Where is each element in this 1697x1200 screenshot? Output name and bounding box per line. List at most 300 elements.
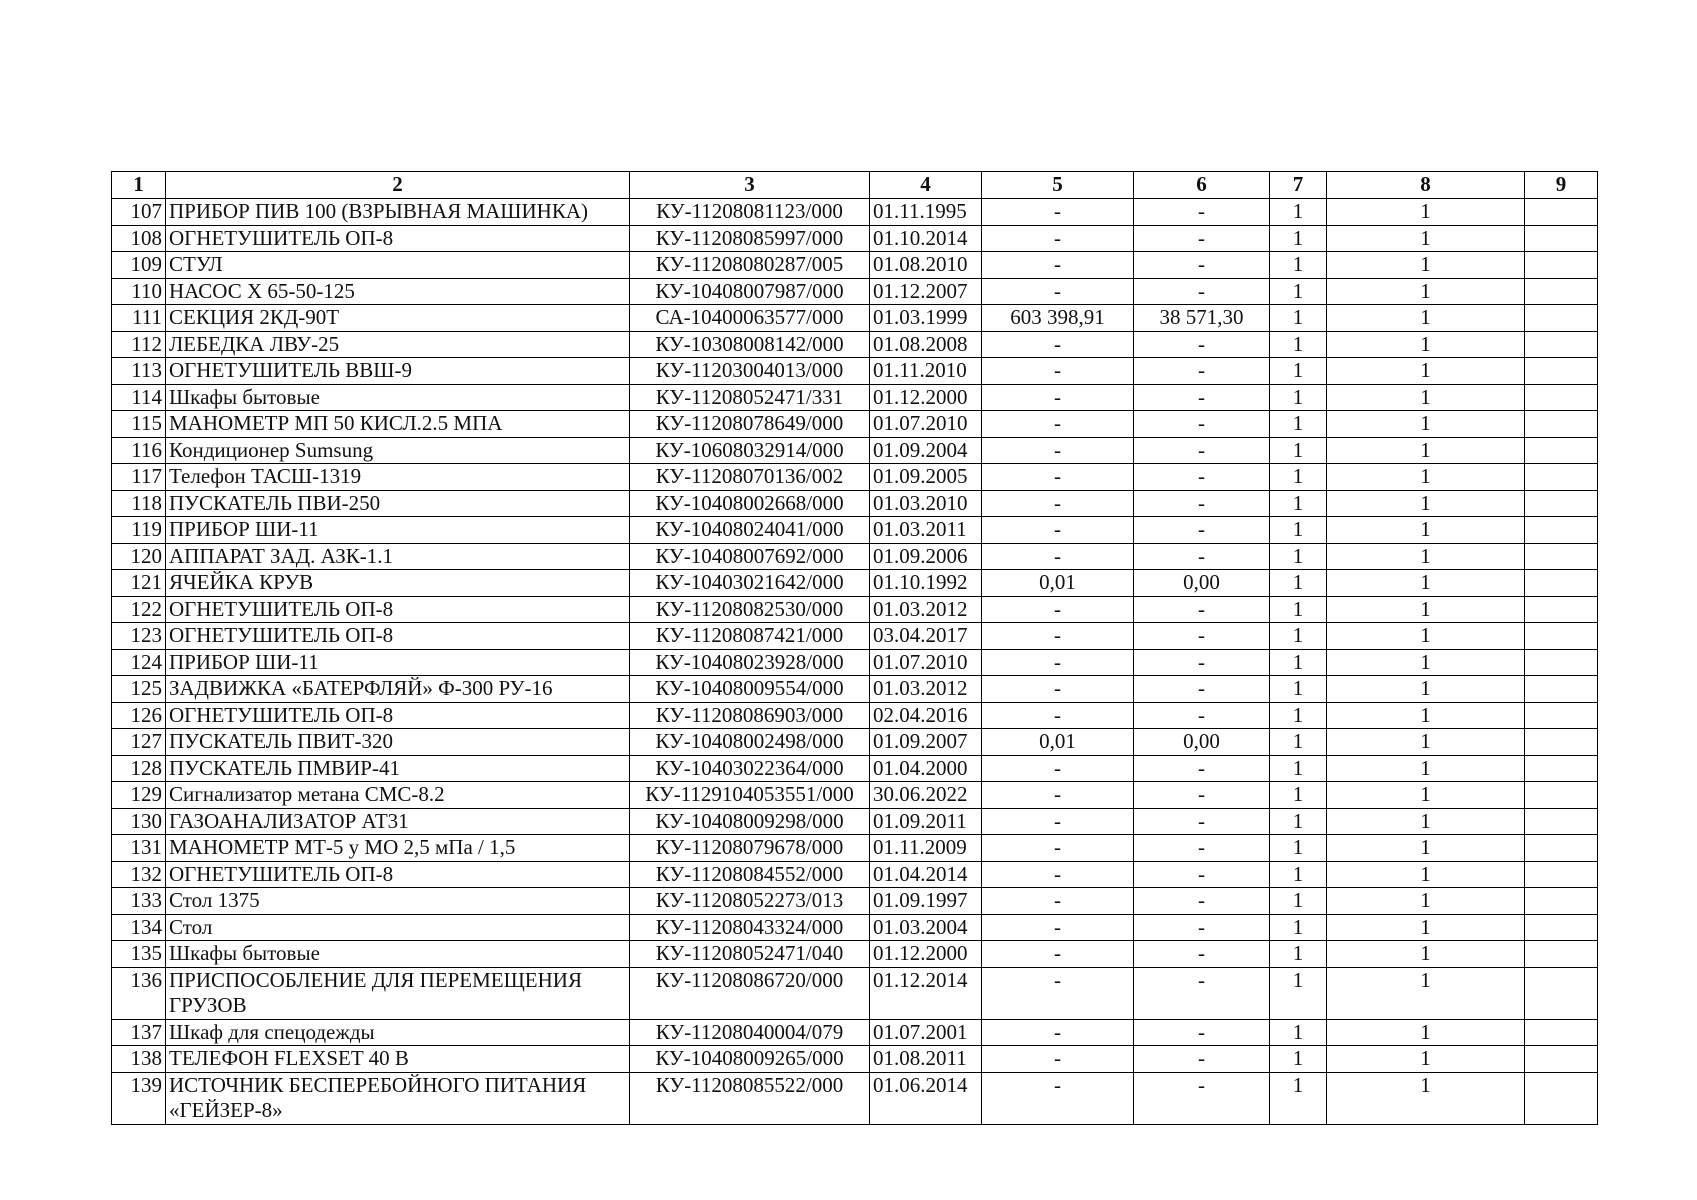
- value-6-cell: -: [1134, 1072, 1270, 1124]
- table-row: [112, 1072, 1598, 1124]
- value-7-cell: 1: [1270, 782, 1327, 809]
- table-row: [112, 782, 1598, 809]
- row-number-cell: 111: [112, 305, 166, 332]
- item-name-cell: ПРИБОР ШИ-11: [166, 649, 630, 676]
- row-number-cell: 137: [112, 1019, 166, 1046]
- value-9-cell: [1525, 517, 1598, 544]
- value-6-cell: -: [1134, 437, 1270, 464]
- table-row: [112, 755, 1598, 782]
- value-7-cell: 1: [1270, 358, 1327, 385]
- inventory-code-cell: КУ-11208085997/000: [630, 225, 870, 252]
- table-row: [112, 464, 1598, 491]
- date-cell: 01.12.2014: [870, 967, 982, 1019]
- value-9-cell: [1525, 941, 1598, 968]
- date-cell: 03.04.2017: [870, 623, 982, 650]
- value-7-cell: 1: [1270, 543, 1327, 570]
- item-name-cell: Кондиционер Sumsung: [166, 437, 630, 464]
- inventory-code-cell: КУ-10403021642/000: [630, 570, 870, 597]
- table-row: [112, 861, 1598, 888]
- col-header-6: 6: [1134, 172, 1270, 199]
- item-name-cell: Шкафы бытовые: [166, 384, 630, 411]
- table-row: [112, 490, 1598, 517]
- date-cell: 01.04.2014: [870, 861, 982, 888]
- row-number-cell: 129: [112, 782, 166, 809]
- value-7-cell: 1: [1270, 596, 1327, 623]
- value-6-cell: -: [1134, 782, 1270, 809]
- value-5-cell: -: [982, 596, 1134, 623]
- value-6-cell: 0,00: [1134, 570, 1270, 597]
- value-8-cell: 1: [1327, 888, 1525, 915]
- value-6-cell: -: [1134, 835, 1270, 862]
- value-5-cell: -: [982, 649, 1134, 676]
- row-number-cell: 108: [112, 225, 166, 252]
- value-6-cell: 0,00: [1134, 729, 1270, 756]
- value-5-cell: 603 398,91: [982, 305, 1134, 332]
- item-name-cell: Стол: [166, 914, 630, 941]
- value-6-cell: -: [1134, 967, 1270, 1019]
- item-name-cell: Шкаф для спецодежды: [166, 1019, 630, 1046]
- date-cell: 01.09.1997: [870, 888, 982, 915]
- date-cell: 01.07.2010: [870, 411, 982, 438]
- table-row: [112, 835, 1598, 862]
- item-name-cell: ПРИБОР ШИ-11: [166, 517, 630, 544]
- table-body: [112, 199, 1598, 1125]
- inventory-code-cell: КУ-11208043324/000: [630, 914, 870, 941]
- value-8-cell: 1: [1327, 649, 1525, 676]
- value-8-cell: 1: [1327, 941, 1525, 968]
- row-number-cell: 117: [112, 464, 166, 491]
- item-name-cell: ЗАДВИЖКА «БАТЕРФЛЯЙ» Ф-300 РУ-16: [166, 676, 630, 703]
- inventory-code-cell: КУ-11208081123/000: [630, 199, 870, 226]
- value-7-cell: 1: [1270, 305, 1327, 332]
- row-number-cell: 127: [112, 729, 166, 756]
- header-row: [112, 172, 1598, 199]
- value-6-cell: -: [1134, 464, 1270, 491]
- value-5-cell: -: [982, 941, 1134, 968]
- value-6-cell: -: [1134, 649, 1270, 676]
- date-cell: 01.09.2007: [870, 729, 982, 756]
- item-name-cell: ПУСКАТЕЛЬ ПВИТ-320: [166, 729, 630, 756]
- date-cell: 01.04.2000: [870, 755, 982, 782]
- row-number-cell: 121: [112, 570, 166, 597]
- value-9-cell: [1525, 384, 1598, 411]
- table-row: [112, 596, 1598, 623]
- value-8-cell: 1: [1327, 411, 1525, 438]
- row-number-cell: 139: [112, 1072, 166, 1124]
- row-number-cell: 132: [112, 861, 166, 888]
- item-name-cell: Шкафы бытовые: [166, 941, 630, 968]
- inventory-code-cell: КУ-11208086903/000: [630, 702, 870, 729]
- row-number-cell: 115: [112, 411, 166, 438]
- value-7-cell: 1: [1270, 464, 1327, 491]
- value-8-cell: 1: [1327, 755, 1525, 782]
- inventory-table: [111, 171, 1598, 1125]
- value-7-cell: 1: [1270, 729, 1327, 756]
- value-8-cell: 1: [1327, 676, 1525, 703]
- value-8-cell: 1: [1327, 543, 1525, 570]
- date-cell: 01.06.2014: [870, 1072, 982, 1124]
- value-5-cell: -: [982, 225, 1134, 252]
- value-7-cell: 1: [1270, 331, 1327, 358]
- value-5-cell: -: [982, 252, 1134, 279]
- item-name-cell: СТУЛ: [166, 252, 630, 279]
- value-6-cell: -: [1134, 199, 1270, 226]
- value-8-cell: 1: [1327, 437, 1525, 464]
- value-7-cell: 1: [1270, 941, 1327, 968]
- value-7-cell: 1: [1270, 517, 1327, 544]
- row-number-cell: 135: [112, 941, 166, 968]
- value-9-cell: [1525, 305, 1598, 332]
- date-cell: 01.03.1999: [870, 305, 982, 332]
- value-8-cell: 1: [1327, 914, 1525, 941]
- table-row: [112, 411, 1598, 438]
- value-7-cell: 1: [1270, 278, 1327, 305]
- value-8-cell: 1: [1327, 729, 1525, 756]
- value-9-cell: [1525, 252, 1598, 279]
- value-5-cell: -: [982, 967, 1134, 1019]
- value-6-cell: -: [1134, 676, 1270, 703]
- inventory-code-cell: КУ-1129104053551/000: [630, 782, 870, 809]
- table-row: [112, 570, 1598, 597]
- inventory-code-cell: КУ-11208082530/000: [630, 596, 870, 623]
- table-row: [112, 1046, 1598, 1073]
- value-7-cell: 1: [1270, 914, 1327, 941]
- inventory-code-cell: КУ-11208085522/000: [630, 1072, 870, 1124]
- table-row: [112, 941, 1598, 968]
- value-8-cell: 1: [1327, 331, 1525, 358]
- value-8-cell: 1: [1327, 490, 1525, 517]
- value-7-cell: 1: [1270, 676, 1327, 703]
- date-cell: 01.07.2001: [870, 1019, 982, 1046]
- date-cell: 01.09.2011: [870, 808, 982, 835]
- value-7-cell: 1: [1270, 888, 1327, 915]
- inventory-code-cell: КУ-10408007692/000: [630, 543, 870, 570]
- value-8-cell: 1: [1327, 252, 1525, 279]
- date-cell: 01.10.2014: [870, 225, 982, 252]
- date-cell: 01.09.2006: [870, 543, 982, 570]
- col-header-7: 7: [1270, 172, 1327, 199]
- item-name-cell: ОГНЕТУШИТЕЛЬ ОП-8: [166, 623, 630, 650]
- value-8-cell: 1: [1327, 464, 1525, 491]
- value-7-cell: 1: [1270, 411, 1327, 438]
- inventory-code-cell: КУ-11208052273/013: [630, 888, 870, 915]
- item-name-cell: ТЕЛЕФОН FLEXSET 40 В: [166, 1046, 630, 1073]
- value-9-cell: [1525, 490, 1598, 517]
- inventory-code-cell: КУ-10403022364/000: [630, 755, 870, 782]
- value-8-cell: 1: [1327, 225, 1525, 252]
- item-name-cell: ОГНЕТУШИТЕЛЬ ОП-8: [166, 702, 630, 729]
- inventory-code-cell: КУ-10408009554/000: [630, 676, 870, 703]
- value-5-cell: -: [982, 755, 1134, 782]
- value-7-cell: 1: [1270, 570, 1327, 597]
- item-name-cell: ПУСКАТЕЛЬ ПМВИР-41: [166, 755, 630, 782]
- row-number-cell: 134: [112, 914, 166, 941]
- value-6-cell: -: [1134, 1019, 1270, 1046]
- item-name-cell: ЛЕБЕДКА ЛВУ-25: [166, 331, 630, 358]
- value-9-cell: [1525, 861, 1598, 888]
- value-7-cell: 1: [1270, 437, 1327, 464]
- inventory-code-cell: КУ-10408023928/000: [630, 649, 870, 676]
- row-number-cell: 136: [112, 967, 166, 1019]
- row-number-cell: 128: [112, 755, 166, 782]
- row-number-cell: 124: [112, 649, 166, 676]
- value-6-cell: 38 571,30: [1134, 305, 1270, 332]
- inventory-code-cell: КУ-11208070136/002: [630, 464, 870, 491]
- date-cell: 01.03.2012: [870, 596, 982, 623]
- date-cell: 01.07.2010: [870, 649, 982, 676]
- row-number-cell: 126: [112, 702, 166, 729]
- table-row: [112, 437, 1598, 464]
- value-6-cell: -: [1134, 490, 1270, 517]
- value-6-cell: -: [1134, 384, 1270, 411]
- value-5-cell: -: [982, 914, 1134, 941]
- value-6-cell: -: [1134, 331, 1270, 358]
- value-9-cell: [1525, 358, 1598, 385]
- inventory-code-cell: КУ-10608032914/000: [630, 437, 870, 464]
- row-number-cell: 119: [112, 517, 166, 544]
- inventory-code-cell: КУ-11203004013/000: [630, 358, 870, 385]
- table-row: [112, 702, 1598, 729]
- value-9-cell: [1525, 331, 1598, 358]
- value-6-cell: -: [1134, 543, 1270, 570]
- table-row: [112, 358, 1598, 385]
- col-header-5: 5: [982, 172, 1134, 199]
- row-number-cell: 122: [112, 596, 166, 623]
- value-5-cell: -: [982, 411, 1134, 438]
- date-cell: 01.08.2011: [870, 1046, 982, 1073]
- value-9-cell: [1525, 676, 1598, 703]
- table-row: [112, 543, 1598, 570]
- inventory-code-cell: КУ-10408007987/000: [630, 278, 870, 305]
- value-5-cell: -: [982, 199, 1134, 226]
- date-cell: 01.11.2009: [870, 835, 982, 862]
- inventory-code-cell: КУ-11208052471/040: [630, 941, 870, 968]
- row-number-cell: 131: [112, 835, 166, 862]
- value-6-cell: -: [1134, 1046, 1270, 1073]
- value-8-cell: 1: [1327, 570, 1525, 597]
- inventory-code-cell: КУ-11208040004/079: [630, 1019, 870, 1046]
- table-row: [112, 278, 1598, 305]
- value-7-cell: 1: [1270, 835, 1327, 862]
- row-number-cell: 125: [112, 676, 166, 703]
- col-header-4: 4: [870, 172, 982, 199]
- value-6-cell: -: [1134, 808, 1270, 835]
- table-row: [112, 1019, 1598, 1046]
- inventory-code-cell: КУ-11208084552/000: [630, 861, 870, 888]
- table-header: [112, 172, 1598, 199]
- row-number-cell: 138: [112, 1046, 166, 1073]
- value-8-cell: 1: [1327, 623, 1525, 650]
- value-6-cell: -: [1134, 914, 1270, 941]
- col-header-3: 3: [630, 172, 870, 199]
- item-name-cell: НАСОС Х 65-50-125: [166, 278, 630, 305]
- value-5-cell: -: [982, 331, 1134, 358]
- value-7-cell: 1: [1270, 490, 1327, 517]
- value-8-cell: 1: [1327, 305, 1525, 332]
- row-number-cell: 113: [112, 358, 166, 385]
- date-cell: 01.12.2000: [870, 941, 982, 968]
- value-8-cell: 1: [1327, 358, 1525, 385]
- value-5-cell: -: [982, 358, 1134, 385]
- value-8-cell: 1: [1327, 596, 1525, 623]
- value-9-cell: [1525, 278, 1598, 305]
- table-row: [112, 914, 1598, 941]
- value-6-cell: -: [1134, 278, 1270, 305]
- date-cell: 01.11.2010: [870, 358, 982, 385]
- value-6-cell: -: [1134, 941, 1270, 968]
- value-9-cell: [1525, 437, 1598, 464]
- value-8-cell: 1: [1327, 835, 1525, 862]
- value-7-cell: 1: [1270, 225, 1327, 252]
- inventory-code-cell: КУ-11208087421/000: [630, 623, 870, 650]
- value-9-cell: [1525, 411, 1598, 438]
- value-6-cell: -: [1134, 861, 1270, 888]
- inventory-code-cell: КУ-10408024041/000: [630, 517, 870, 544]
- value-6-cell: -: [1134, 252, 1270, 279]
- value-7-cell: 1: [1270, 649, 1327, 676]
- date-cell: 02.04.2016: [870, 702, 982, 729]
- item-name-cell: ГАЗОАНАЛИЗАТОР АТ31: [166, 808, 630, 835]
- value-7-cell: 1: [1270, 623, 1327, 650]
- date-cell: 01.03.2010: [870, 490, 982, 517]
- value-7-cell: 1: [1270, 1019, 1327, 1046]
- date-cell: 01.12.2007: [870, 278, 982, 305]
- value-6-cell: -: [1134, 623, 1270, 650]
- value-9-cell: [1525, 1046, 1598, 1073]
- col-header-2: 2: [166, 172, 630, 199]
- date-cell: 01.09.2005: [870, 464, 982, 491]
- value-9-cell: [1525, 543, 1598, 570]
- row-number-cell: 109: [112, 252, 166, 279]
- value-6-cell: -: [1134, 888, 1270, 915]
- table-row: [112, 676, 1598, 703]
- inventory-code-cell: КУ-11208078649/000: [630, 411, 870, 438]
- inventory-code-cell: КУ-11208086720/000: [630, 967, 870, 1019]
- item-name-cell: АППАРАТ ЗАД. АЗК-1.1: [166, 543, 630, 570]
- item-name-cell: ОГНЕТУШИТЕЛЬ ВВШ-9: [166, 358, 630, 385]
- value-5-cell: -: [982, 888, 1134, 915]
- value-5-cell: -: [982, 1046, 1134, 1073]
- item-name-cell: ИСТОЧНИК БЕСПЕРЕБОЙНОГО ПИТАНИЯ «ГЕЙЗЕР-8»: [166, 1072, 630, 1124]
- value-8-cell: 1: [1327, 702, 1525, 729]
- value-9-cell: [1525, 225, 1598, 252]
- value-8-cell: 1: [1327, 808, 1525, 835]
- inventory-code-cell: СА-10400063577/000: [630, 305, 870, 332]
- value-5-cell: -: [982, 1072, 1134, 1124]
- date-cell: 01.03.2012: [870, 676, 982, 703]
- item-name-cell: Стол 1375: [166, 888, 630, 915]
- row-number-cell: 118: [112, 490, 166, 517]
- value-9-cell: [1525, 967, 1598, 1019]
- value-7-cell: 1: [1270, 199, 1327, 226]
- value-8-cell: 1: [1327, 1072, 1525, 1124]
- inventory-code-cell: КУ-11208080287/005: [630, 252, 870, 279]
- value-6-cell: -: [1134, 358, 1270, 385]
- value-5-cell: -: [982, 1019, 1134, 1046]
- value-9-cell: [1525, 888, 1598, 915]
- value-9-cell: [1525, 596, 1598, 623]
- value-5-cell: -: [982, 808, 1134, 835]
- item-name-cell: Сигнализатор метана СМС-8.2: [166, 782, 630, 809]
- value-9-cell: [1525, 623, 1598, 650]
- date-cell: 01.03.2011: [870, 517, 982, 544]
- table-row: [112, 225, 1598, 252]
- inventory-code-cell: КУ-10408002498/000: [630, 729, 870, 756]
- value-8-cell: 1: [1327, 517, 1525, 544]
- value-7-cell: 1: [1270, 808, 1327, 835]
- row-number-cell: 120: [112, 543, 166, 570]
- inventory-code-cell: КУ-10408002668/000: [630, 490, 870, 517]
- col-header-8: 8: [1327, 172, 1525, 199]
- table-row: [112, 331, 1598, 358]
- value-5-cell: -: [982, 490, 1134, 517]
- value-6-cell: -: [1134, 517, 1270, 544]
- value-8-cell: 1: [1327, 278, 1525, 305]
- inventory-code-cell: КУ-10408009298/000: [630, 808, 870, 835]
- date-cell: 01.08.2010: [870, 252, 982, 279]
- value-8-cell: 1: [1327, 782, 1525, 809]
- value-8-cell: 1: [1327, 384, 1525, 411]
- item-name-cell: ОГНЕТУШИТЕЛЬ ОП-8: [166, 596, 630, 623]
- date-cell: 01.11.1995: [870, 199, 982, 226]
- table-row: [112, 305, 1598, 332]
- value-7-cell: 1: [1270, 252, 1327, 279]
- col-header-1: 1: [112, 172, 166, 199]
- value-7-cell: 1: [1270, 755, 1327, 782]
- value-5-cell: -: [982, 702, 1134, 729]
- item-name-cell: ПУСКАТЕЛЬ ПВИ-250: [166, 490, 630, 517]
- row-number-cell: 110: [112, 278, 166, 305]
- value-9-cell: [1525, 808, 1598, 835]
- table-row: [112, 808, 1598, 835]
- value-8-cell: 1: [1327, 199, 1525, 226]
- date-cell: 01.03.2004: [870, 914, 982, 941]
- inventory-code-cell: КУ-10408009265/000: [630, 1046, 870, 1073]
- inventory-code-cell: КУ-10308008142/000: [630, 331, 870, 358]
- value-5-cell: -: [982, 464, 1134, 491]
- value-5-cell: -: [982, 517, 1134, 544]
- inventory-code-cell: КУ-11208052471/331: [630, 384, 870, 411]
- value-5-cell: -: [982, 543, 1134, 570]
- table-row: [112, 252, 1598, 279]
- value-7-cell: 1: [1270, 384, 1327, 411]
- value-9-cell: [1525, 1072, 1598, 1124]
- table-row: [112, 888, 1598, 915]
- table-row: [112, 384, 1598, 411]
- item-name-cell: Телефон ТАСШ-1319: [166, 464, 630, 491]
- col-header-9: 9: [1525, 172, 1598, 199]
- table-row: [112, 967, 1598, 1019]
- value-7-cell: 1: [1270, 702, 1327, 729]
- value-5-cell: -: [982, 384, 1134, 411]
- value-9-cell: [1525, 649, 1598, 676]
- date-cell: 01.10.1992: [870, 570, 982, 597]
- value-9-cell: [1525, 1019, 1598, 1046]
- value-8-cell: 1: [1327, 967, 1525, 1019]
- value-9-cell: [1525, 835, 1598, 862]
- value-5-cell: -: [982, 623, 1134, 650]
- item-name-cell: ПРИБОР ПИВ 100 (ВЗРЫВНАЯ МАШИНКА): [166, 199, 630, 226]
- row-number-cell: 112: [112, 331, 166, 358]
- date-cell: 01.12.2000: [870, 384, 982, 411]
- value-9-cell: [1525, 782, 1598, 809]
- item-name-cell: ОГНЕТУШИТЕЛЬ ОП-8: [166, 861, 630, 888]
- row-number-cell: 130: [112, 808, 166, 835]
- value-9-cell: [1525, 199, 1598, 226]
- value-5-cell: 0,01: [982, 570, 1134, 597]
- table-row: [112, 517, 1598, 544]
- item-name-cell: ОГНЕТУШИТЕЛЬ ОП-8: [166, 225, 630, 252]
